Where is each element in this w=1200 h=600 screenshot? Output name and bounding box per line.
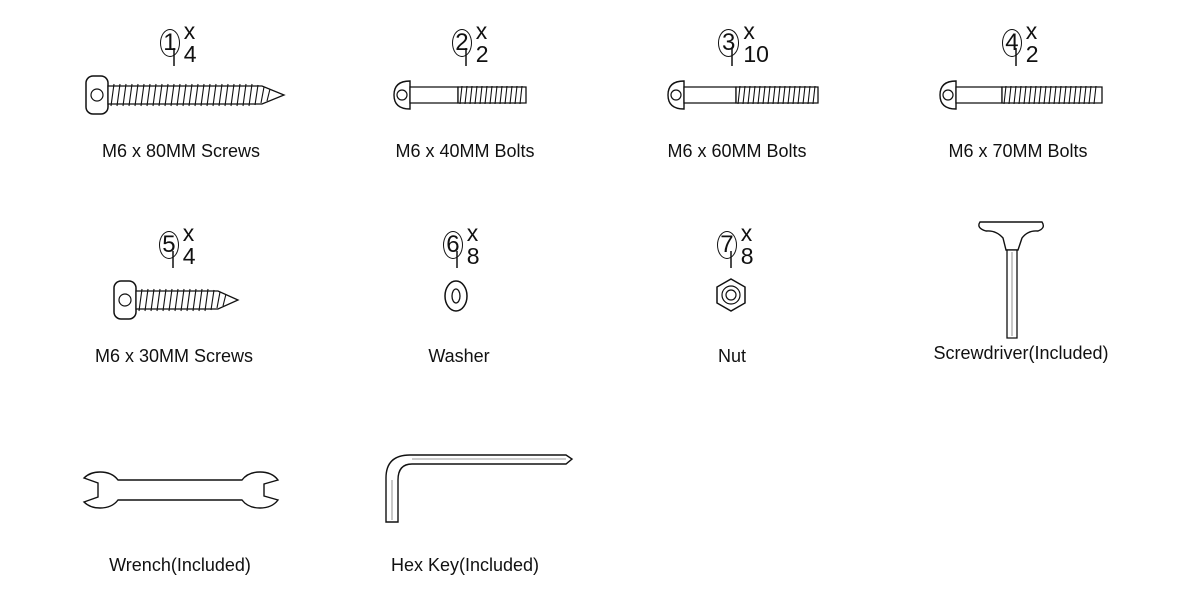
part-1-quantity: x 4: [183, 18, 197, 67]
part-7-label: Nut: [717, 346, 747, 366]
part-4-quantity: x 2: [1025, 18, 1039, 67]
part-5-number: 5: [159, 231, 179, 259]
part-3-number: 3: [718, 29, 739, 57]
part-3-quantity: x 10: [743, 18, 769, 67]
part-6-number: 6: [443, 231, 463, 259]
tool-screwdriver-label: Screwdriver(Included): [933, 343, 1109, 363]
part-7-number: 7: [717, 231, 737, 259]
tool-hex-key-label: Hex Key(Included): [390, 555, 540, 575]
part-5-label: M6 x 30MM Screws: [94, 346, 254, 366]
part-3-label: M6 x 60MM Bolts: [667, 141, 807, 161]
part-7-quantity: x 8: [740, 220, 754, 269]
part-6-quantity: x 8: [466, 220, 480, 269]
part-4-label: M6 x 70MM Bolts: [948, 141, 1088, 161]
part-1-label: M6 x 80MM Screws: [101, 141, 261, 161]
part-2-number: 2: [452, 29, 472, 57]
part-5-quantity: x 4: [182, 220, 196, 269]
part-1-number: 1: [160, 29, 180, 57]
part-2-label: M6 x 40MM Bolts: [395, 141, 535, 161]
tool-wrench-label: Wrench(Included): [109, 555, 251, 575]
part-4-number: 4: [1002, 29, 1022, 57]
part-2-quantity: x 2: [475, 18, 489, 67]
part-6-label: Washer: [428, 346, 490, 366]
